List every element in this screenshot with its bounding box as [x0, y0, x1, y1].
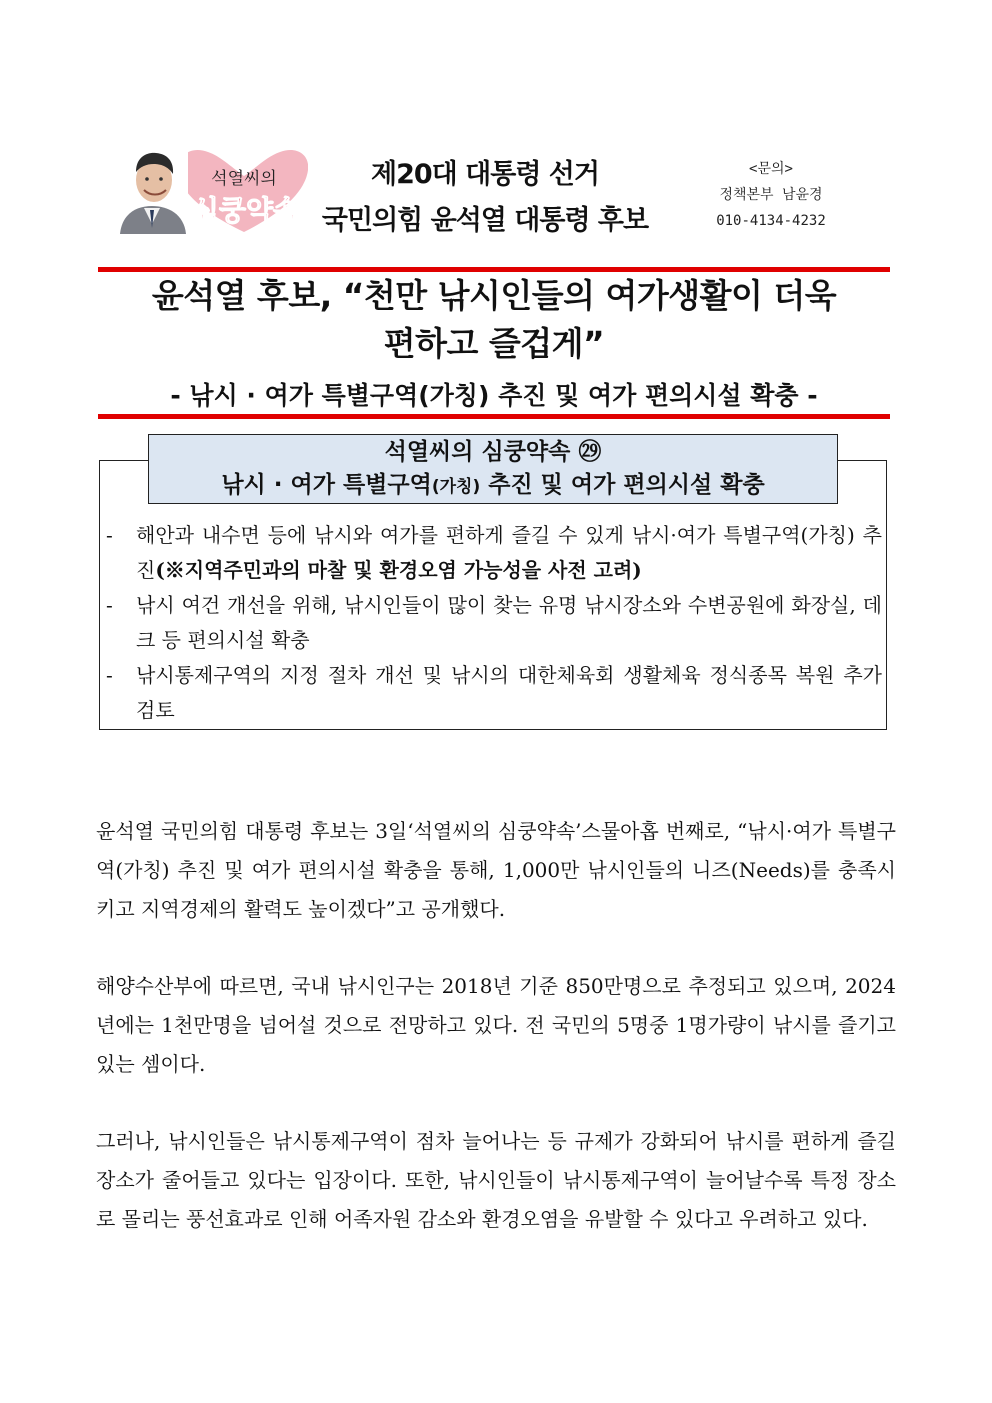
logo-brand-line2: 심쿵약속: [191, 194, 301, 227]
contact-person: 정책본부 남윤경: [719, 187, 823, 203]
promise-item: [106, 518, 882, 588]
body-paragraph: 해양수산부에 따르면, 국내 낚시인구는 2018년 기준 850만명으로 추정되고 있으며, 2024년에는 1천만명을 넘어설 것으로 전망하고 있다. 전 국민의 5명중 1명가량이 낚시를 즐기고 있는 셈이다.: [96, 974, 896, 1076]
headline: [98, 272, 890, 368]
bottom-divider: [98, 414, 890, 419]
candidate-portrait: [116, 148, 188, 234]
list-bullet: -: [106, 593, 113, 617]
promise-item: [106, 588, 882, 658]
election-header: [320, 152, 650, 244]
promise-item: [106, 658, 882, 728]
subheadline: - 낚시 · 여가 특별구역(가칭) 추진 및 여가 편의시설 확충 -: [170, 381, 818, 410]
headline-line1: 윤석열 후보, “천만 낚시인들의 여가생활이 더욱: [151, 276, 837, 315]
promise-title-box: [148, 434, 838, 504]
promise-title-line1: 석열씨의 심쿵약속 ㉙: [384, 439, 602, 465]
body-paragraph: 윤석열 국민의힘 대통령 후보는 3일‘석열씨의 심쿵약속’스물아홉 번째로, “낚시·여가 특별구역(가칭) 추진 및 여가 편의시설 확충을 통해, 1,000만 낚시인들의 니즈(Needs)를 충족시키고 지역경제의 활력도 높이겠다”고 공개했다.: [96, 819, 896, 921]
promise-list: [106, 518, 882, 728]
promise-item-text: 낚시 여건 개선을 위해, 낚시인들이 많이 찾는 유명 낚시장소와 수변공원에 화장실, 데크 등 편의시설 확충: [136, 593, 882, 652]
list-bullet: -: [106, 663, 113, 687]
list-bullet: -: [106, 523, 113, 547]
headline-line2: 편하고 즐겁게”: [383, 324, 605, 363]
contact-info: [696, 156, 846, 234]
contact-label: <문의>: [749, 161, 793, 177]
candidate-title: 국민의힘 윤석열 대통령 후보: [321, 205, 649, 236]
contact-phone: 010-4134-4232: [716, 213, 826, 229]
promise-title-line2: 낚시 · 여가 특별구역(가칭) 추진 및 여가 편의시설 확충: [221, 472, 765, 498]
campaign-logo: [116, 148, 308, 234]
body-paragraph: 그러나, 낚시인들은 낚시통제구역이 점차 늘어나는 등 규제가 강화되어 낚시를 편하게 즐길 장소가 줄어들고 있다는 입장이다. 또한, 낚시인들이 낚시통제구역이 늘어날수록 특정 장소로 몰리는 풍선효과로 인해 어족자원 감소와 환경오염을 유발할 수 있다고 우려하고 있다.: [96, 1129, 896, 1231]
promise-title-small: (가칭): [431, 477, 481, 497]
logo-brand-line1: 석열씨의: [211, 169, 277, 189]
promise-item-note: (※지역주민과의 마찰 및 환경오염 가능성을 사전 고려): [155, 558, 642, 582]
promise-item-text: 낚시통제구역의 지정 절차 개선 및 낚시의 대한체육회 생활체육 정식종목 복원 추가 검토: [136, 663, 882, 722]
election-title: 제20대 대통령 선거: [371, 159, 599, 190]
promise-item-text: 해안과 내수면 등에 낚시와 여가를 편하게 즐길 수 있게 낚시·여가 특별구역(가칭) 추진: [136, 523, 882, 582]
